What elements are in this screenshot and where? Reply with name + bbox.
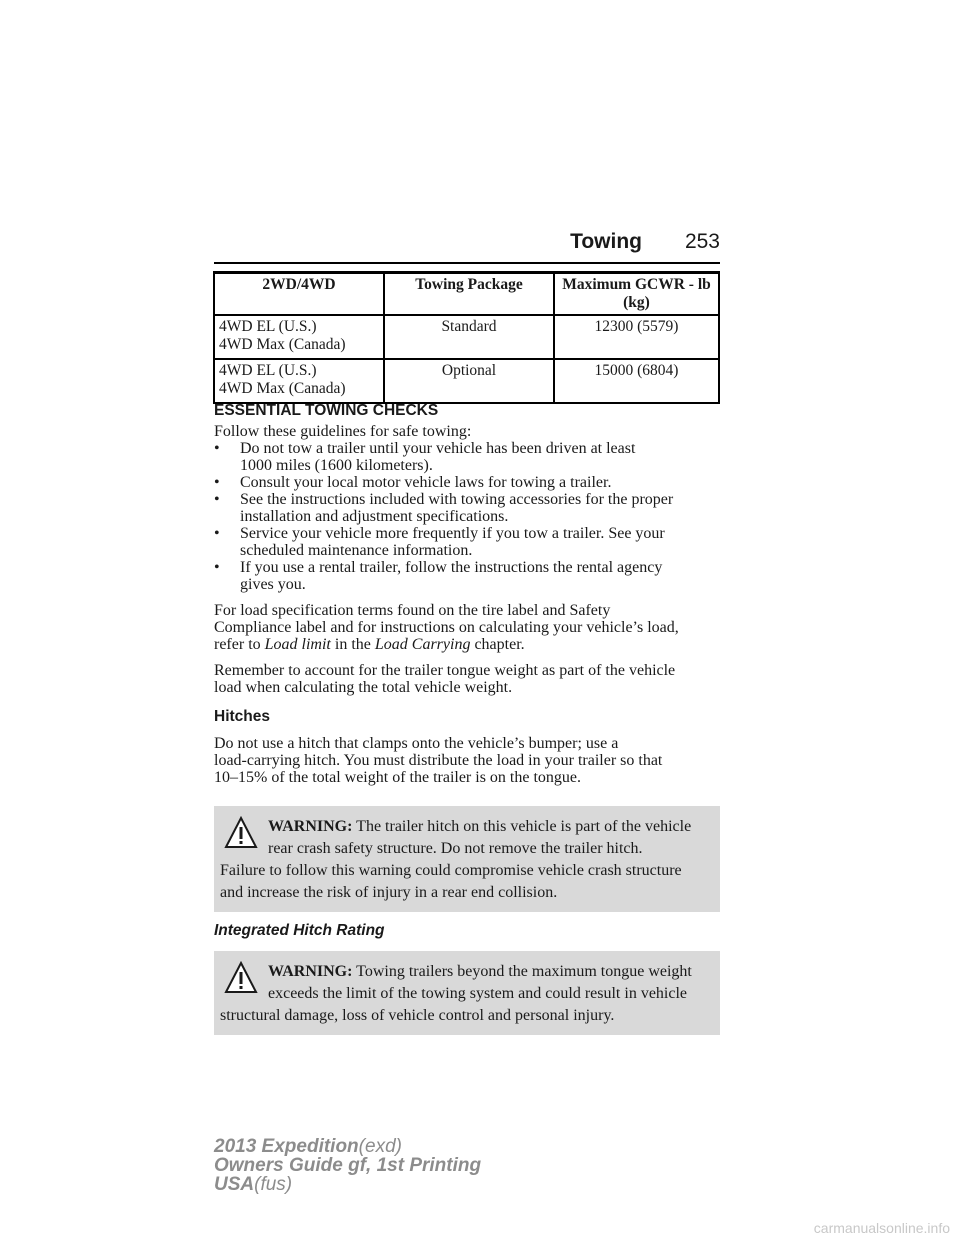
table-header-row [214, 273, 719, 316]
hitches-paragraph: Do not use a hitch that clamps onto the vehicle’s bumper; use a load-carrying hitch. You must distribute the load in your trailer so that 10–15% of the total weight of the trailer is on the tongue. [214, 735, 663, 786]
load-carrying-reference: Load Carrying [374, 636, 471, 653]
watermark: carmanualsonline.info [813, 1220, 950, 1236]
integrated-hitch-heading: Integrated Hitch Rating [214, 922, 385, 939]
list-item: • See the instructions included with towing accessories for the proper installation and adjustment specifications. [214, 491, 674, 525]
guideline-list [214, 440, 720, 593]
page-header [214, 228, 720, 264]
list-item: • If you use a rental trailer, follow the instructions the rental agency gives you. [214, 559, 663, 593]
section-title: Towing [570, 230, 642, 253]
list-item: • Service your vehicle more frequently if you tow a trailer. See your scheduled maintenance information. [214, 525, 665, 559]
warning-label: WARNING: [268, 818, 353, 835]
list-item: • Consult your local motor vehicle laws for towing a trailer. [214, 474, 612, 491]
warning-triangle-icon [224, 816, 258, 850]
footer-guide: Owners Guide gf, 1st Printing [214, 1155, 482, 1176]
footer-market: USA [214, 1174, 255, 1195]
column-header: 2WD/4WD [214, 273, 384, 316]
hitch-warning-box: WARNING: The trailer hitch on this vehicle is part of the vehicle rear crash safety structure. Do not remove the trailer hitch. Failure to follow this warning could compromise vehicle crash structure and increase the risk of injury in a rear end collision. [214, 806, 720, 912]
table-row [214, 315, 719, 359]
table-cell-gcwr: 15000 (6804) [554, 359, 719, 403]
essential-intro: Follow these guidelines for safe towing: [214, 423, 472, 440]
table-cell-gcwr: 12300 (5579) [554, 315, 719, 359]
footer-market-code: (fus) [254, 1174, 293, 1195]
table-row [214, 359, 719, 403]
main-content [214, 402, 720, 1035]
table-cell-package: Optional [384, 359, 554, 403]
hitches-heading: Hitches [214, 708, 270, 725]
essential-heading: ESSENTIAL TOWING CHECKS [214, 402, 439, 419]
page-footer [214, 1137, 481, 1194]
load-limit-reference: Load limit [264, 636, 331, 653]
column-header: Maximum GCWR - lb (kg) [554, 273, 719, 316]
list-item: • Do not tow a trailer until your vehicle has been driven at least 1000 miles (1600 kilometers). [214, 440, 636, 474]
column-header: Towing Package [384, 273, 554, 316]
footer-model-code: (exd) [358, 1136, 402, 1157]
table-cell-model: 4WD EL (U.S.) 4WD Max (Canada) [214, 359, 384, 403]
page-number: 253 [684, 230, 720, 253]
load-paragraph: For load specification terms found on the tire label and Safety Compliance label and for instructions on calculating your vehicle’s load, refer to Load limit in the Load Carrying chapter. [214, 602, 679, 653]
integrated-warning-box: WARNING: Towing trailers beyond the maximum tongue weight exceeds the limit of the towing system and could result in vehicle structural damage, loss of vehicle control and personal injury. [214, 951, 720, 1035]
gcwr-table [213, 271, 720, 404]
remember-paragraph: Remember to account for the trailer tongue weight as part of the vehicle load when calculating the total vehicle weight. [214, 662, 676, 696]
footer-model: 2013 Expedition [214, 1136, 359, 1157]
warning-label: WARNING: [268, 963, 353, 980]
warning-triangle-icon [224, 961, 258, 995]
table-cell-package: Standard [384, 315, 554, 359]
table-cell-model: 4WD EL (U.S.) 4WD Max (Canada) [214, 315, 384, 359]
